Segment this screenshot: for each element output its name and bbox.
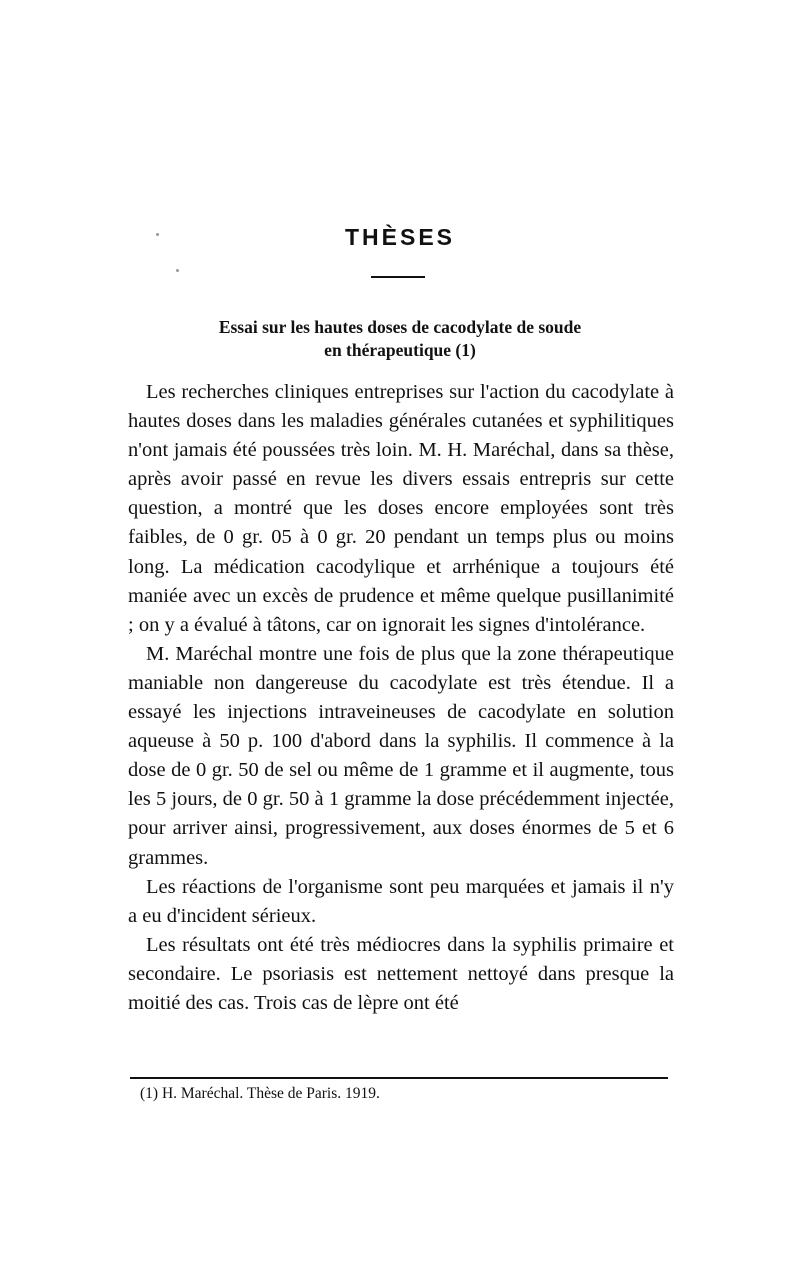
paragraph: Les résultats ont été très médiocres dans la syphilis primaire et secondaire. Le psoriasis est nettement nettoyé dans presque la moitié des cas. Trois cas de lèpre ont été	[128, 933, 674, 1014]
paragraph: Les recherches cliniques entreprises sur l'action du cacodylate à hautes doses dans les maladies générales cutanées et syphilitiques n'ont jamais été poussées très loin. M. H. Maréchal, dans sa thèse, après avoir passé en revue les divers essais entrepris sur cette question, a montré que les doses encore employées sont très faibles, de 0 gr. 05 à 0 gr. 20 pendant un temps plus ou moins long. La médication cacodylique et arrhénique a toujours été maniée avec un excès de prudence et même quelque pusillanimité ; on y a évalué à tâtons, car on ignorait les signes d'intolérance.	[128, 381, 674, 636]
footnote: (1) H. Maréchal. Thèse de Paris. 1919.	[140, 1085, 380, 1102]
essay-title-line-2: en thérapeutique (1)	[324, 340, 476, 360]
essay-title	[130, 316, 670, 362]
body-text	[128, 378, 674, 1018]
print-speck	[176, 269, 179, 272]
essay-title-line-1: Essai sur les hautes doses de cacodylate de soude	[218, 317, 582, 337]
paragraph: Les réactions de l'organisme sont peu marquées et jamais il n'y a eu d'incident sérieux.	[128, 875, 674, 927]
paragraph: M. Maréchal montre une fois de plus que la zone thérapeutique maniable non dangereuse du cacodylate est très étendue. Il a essayé les injections intraveineuses de cacodylate en solution aqueuse à 50 p. 100 d'abord dans la syphilis. Il commence à la dose de 0 gr. 50 de sel ou même de 1 gramme et il augmente, tous les 5 jours, de 0 gr. 50 à 1 gramme la dose précédemment injectée, pour arriver ainsi, progressivement, aux doses énormes de 5 et 6 grammes.	[128, 642, 674, 869]
heading-rule	[371, 276, 425, 278]
footnote-rule	[130, 1077, 668, 1079]
section-heading: THÈSES	[344, 224, 456, 250]
